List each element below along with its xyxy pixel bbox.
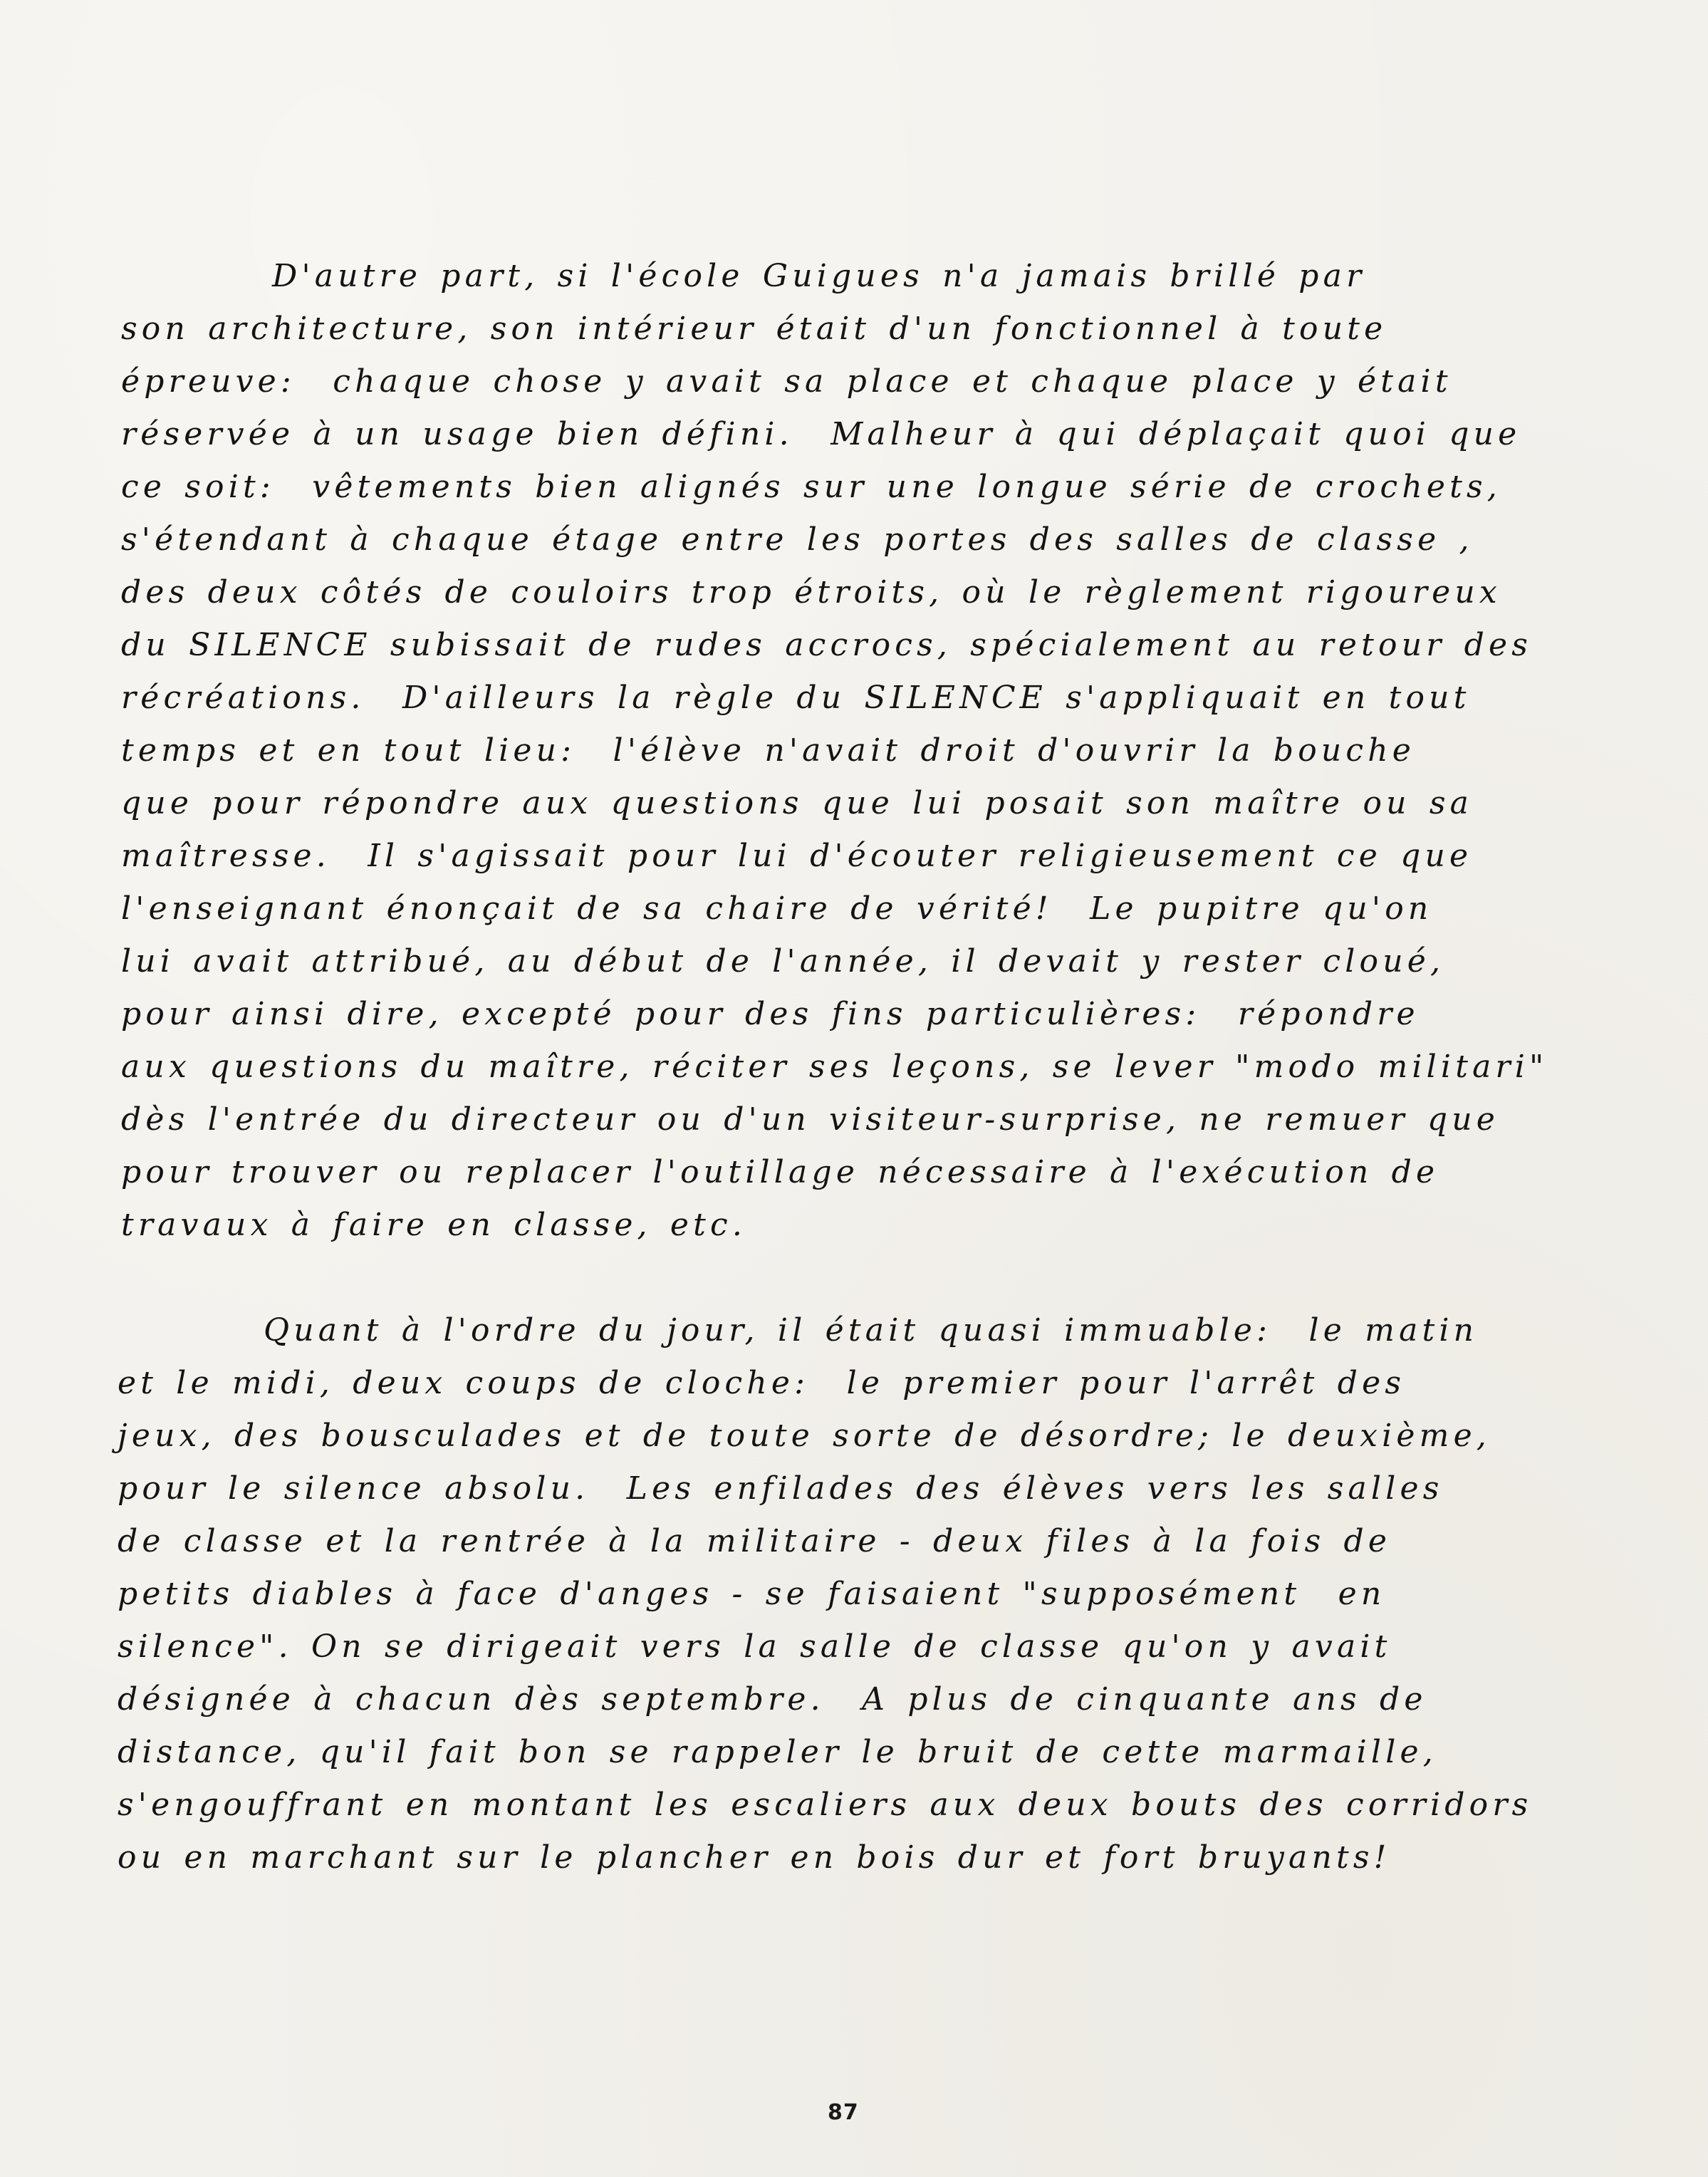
text-line: jeux, des bousculades et de toute sorte de désordre; le deuxième, (118, 1418, 1491, 1454)
text-line: temps et en tout lieu: l'élève n'avait droit d'ouvrir la bouche (121, 732, 1416, 769)
text-line: ce soit: vêtements bien alignés sur une longue série de crochets, (121, 469, 1501, 505)
text-line: du SILENCE subissait de rudes accrocs, spécialement au retour des (121, 627, 1533, 663)
page-number: 87 (828, 2100, 859, 2125)
text-line: épreuve: chaque chose y avait sa place et chaque place y était (121, 363, 1452, 400)
text-line: s'étendant à chaque étage entre les portes des salles de classe , (121, 521, 1474, 558)
text-line: travaux à faire en classe, etc. (121, 1207, 747, 1243)
text-line: désignée à chacun dès septembre. A plus de cinquante ans de (118, 1681, 1427, 1718)
text-line: réservée à un usage bien défini. Malheur à qui déplaçait quoi que (121, 416, 1521, 452)
text-line: et le midi, deux coups de cloche: le premier pour l'arrêt des (118, 1365, 1406, 1401)
text-line: Quant à l'ordre du jour, il était quasi immuable: le matin (264, 1312, 1479, 1349)
text-line: ou en marchant sur le plancher en bois dur et fort bruyants! (118, 1839, 1391, 1876)
text-line: s'engouffrant en montant les escaliers aux deux bouts des corridors (118, 1787, 1533, 1823)
text-line: distance, qu'il fait bon se rappeler le bruit de cette marmaille, (118, 1734, 1437, 1770)
text-line: petits diables à face d'anges - se faisaient "supposément en (118, 1576, 1386, 1612)
text-line: pour trouver ou replacer l'outillage nécessaire à l'exécution de (121, 1154, 1439, 1190)
text-line: pour le silence absolu. Les enfilades des élèves vers les salles (118, 1470, 1444, 1507)
text-line: pour ainsi dire, excepté pour des fins particulières: répondre (121, 996, 1420, 1032)
text-line: l'enseignant énonçait de sa chaire de vérité! Le pupitre qu'on (121, 890, 1433, 927)
text-line: aux questions du maître, réciter ses leçons, se lever "modo militari" (121, 1049, 1548, 1085)
text-line: récréations. D'ailleurs la règle du SILENCE s'appliquait en tout (121, 680, 1471, 716)
text-line: de classe et la rentrée à la militaire - deux files à la fois de (118, 1523, 1392, 1559)
text-line: dès l'entrée du directeur ou d'un visiteur-surprise, ne remuer que (121, 1101, 1500, 1138)
text-line: son architecture, son intérieur était d'un fonctionnel à toute (121, 311, 1387, 347)
text-line: que pour répondre aux questions que lui posait son maître ou sa (121, 785, 1474, 821)
text-line: D'autre part, si l'école Guigues n'a jamais brillé par (272, 258, 1366, 294)
text-line: silence". On se dirigeait vers la salle de classe qu'on y avait (118, 1628, 1392, 1665)
text-line: des deux côtés de couloirs trop étroits, où le règlement rigoureux (121, 574, 1501, 611)
text-line: lui avait attribué, au début de l'année, il devait y rester cloué, (121, 943, 1445, 980)
text-line: maîtresse. Il s'agissait pour lui d'écouter religieusement ce que (121, 838, 1473, 874)
